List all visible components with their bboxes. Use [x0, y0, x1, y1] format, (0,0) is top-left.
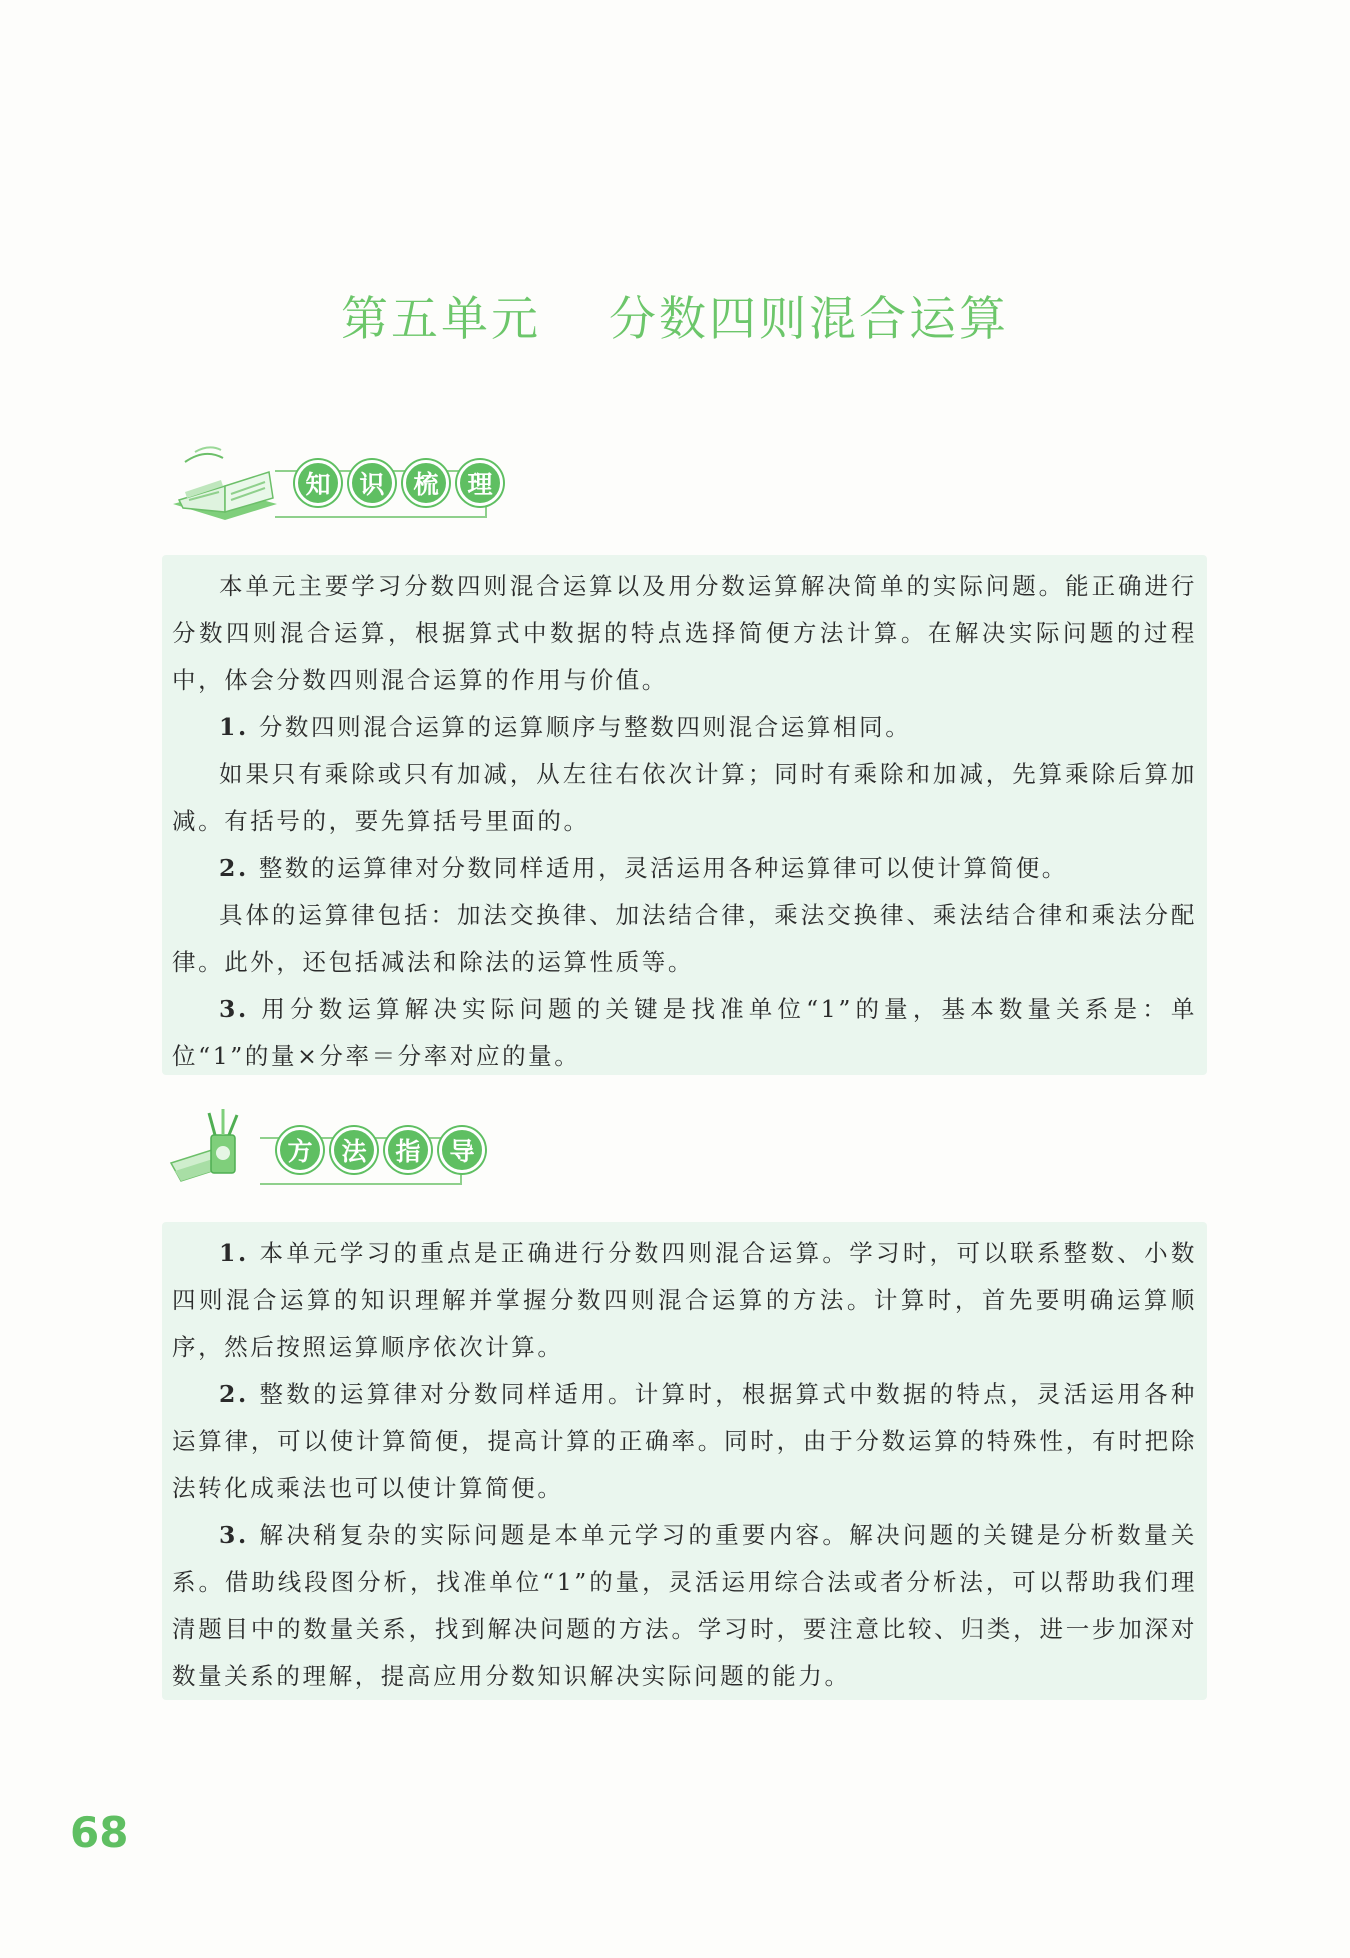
point-text: 分数四则混合运算的运算顺序与整数四则混合运算相同。	[258, 713, 912, 741]
point-number: 2.	[219, 854, 249, 882]
method-section-header	[165, 1105, 475, 1195]
knowledge-heading	[295, 460, 503, 506]
point-number: 1.	[219, 713, 249, 741]
method-content	[162, 1222, 1207, 1700]
heading-char: 法	[331, 1127, 377, 1173]
method-heading	[277, 1127, 485, 1173]
heading-char: 知	[295, 460, 341, 506]
point-text: 整数的运算律对分数同样适用。计算时，根据算式中数据的特点，灵活运用各种运算律，可以使计算简便，提高计算的正确率。同时，由于分数运算的特殊性，有时把除法转化成乘法也可以使计算简便。	[172, 1380, 1197, 1502]
knowledge-section-header	[165, 442, 495, 532]
knowledge-point-1	[172, 704, 1197, 751]
point-text: 解决稍复杂的实际问题是本单元学习的重要内容。解决问题的关键是分析数量关系。借助线段图分析，找准单位“1”的量，灵活运用综合法或者分析法，可以帮助我们理清题目中的数量关系，找到解决问题的方法。学习时，要注意比较、归类，进一步加深对数量关系的理解，提高应用分数知识解决实际问题的能力。	[172, 1521, 1197, 1690]
point-text: 用分数运算解决实际问题的关键是找准单位“1”的量，基本数量关系是：单位“1”的量×分率＝分率对应的量。	[172, 995, 1197, 1070]
knowledge-intro: 本单元主要学习分数四则混合运算以及用分数运算解决简单的实际问题。能正确进行分数四则混合运算，根据算式中数据的特点选择简便方法计算。在解决实际问题的过程中，体会分数四则混合运算的作用与价值。	[172, 572, 1197, 694]
heading-char: 识	[349, 460, 395, 506]
pen-holder-icon	[165, 1105, 275, 1195]
open-book-icon	[165, 442, 285, 527]
point-text: 整数的运算律对分数同样适用，灵活运用各种运算律可以使计算简便。	[258, 854, 1068, 882]
knowledge-point-2	[172, 845, 1197, 892]
page-number: 68	[70, 1808, 129, 1857]
knowledge-point-2-detail: 具体的运算律包括：加法交换律、加法结合律，乘法交换律、乘法结合律和乘法分配律。此外，还包括减法和除法的运算性质等。	[172, 901, 1197, 976]
point-number: 2.	[219, 1380, 249, 1408]
heading-char: 梳	[403, 460, 449, 506]
method-point-1	[172, 1230, 1197, 1371]
point-number: 3.	[219, 1521, 249, 1549]
heading-char: 方	[277, 1127, 323, 1173]
chapter-title: 第五单元 分数四则混合运算	[341, 292, 1009, 347]
heading-char: 导	[439, 1127, 485, 1173]
heading-char: 理	[457, 460, 503, 506]
heading-char: 指	[385, 1127, 431, 1173]
point-text: 本单元学习的重点是正确进行分数四则混合运算。学习时，可以联系整数、小数四则混合运算的知识理解并掌握分数四则混合运算的方法。计算时，首先要明确运算顺序，然后按照运算顺序依次计算。	[172, 1239, 1197, 1361]
knowledge-content	[162, 555, 1207, 1075]
point-number: 1.	[219, 1239, 249, 1267]
knowledge-point-3	[172, 986, 1197, 1080]
point-number: 3.	[219, 995, 249, 1023]
knowledge-point-1-detail: 如果只有乘除或只有加减，从左往右依次计算；同时有乘除和加减，先算乘除后算加减。有括号的，要先算括号里面的。	[172, 760, 1197, 835]
method-point-2	[172, 1371, 1197, 1512]
method-point-3	[172, 1512, 1197, 1700]
